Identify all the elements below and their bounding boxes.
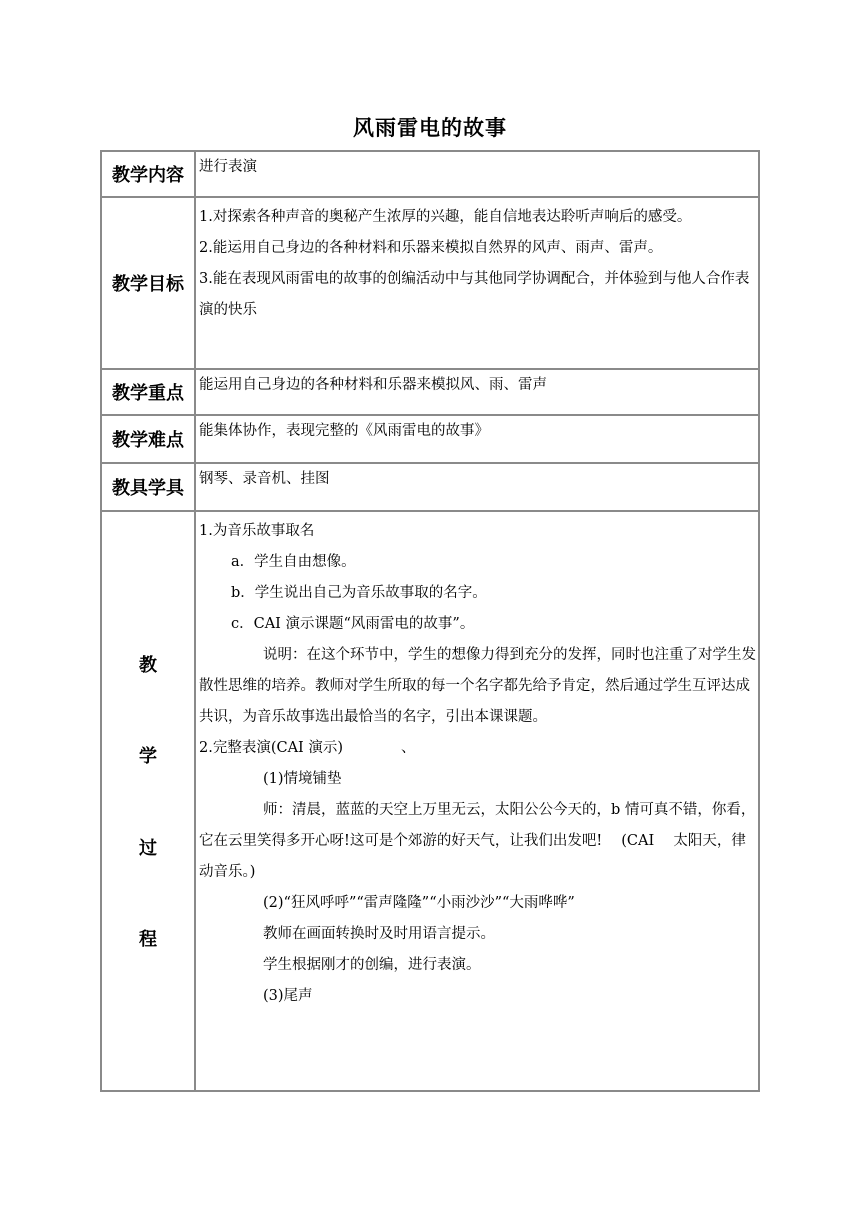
goal-line: 2.能运用自己身边的各种材料和乐器来模拟自然界的风声、雨声、雷声。	[199, 240, 663, 256]
row-value-tools: 钢琴、录音机、挂图	[195, 463, 759, 511]
row-value-goals	[195, 197, 759, 369]
goal-line: 1.对探索各种声音的奥秘产生浓厚的兴趣，能自信地表达聆听声响后的感受。	[199, 209, 692, 225]
process-cue: 教师在画面转换时及时用语言提示。	[263, 926, 495, 942]
row-value-process	[195, 511, 759, 1091]
row-value-content: 进行表演	[195, 151, 759, 197]
table-row	[101, 197, 759, 369]
table-row	[101, 369, 759, 415]
lesson-plan-table	[100, 150, 760, 1092]
table-row	[101, 151, 759, 197]
table-row	[101, 415, 759, 463]
process-sub-3: (3)尾声	[263, 988, 313, 1004]
row-label-goals: 教学目标	[101, 197, 195, 369]
table-row	[101, 463, 759, 511]
page-title: 风雨雷电的故事	[353, 116, 507, 140]
row-label-difficulty: 教学难点	[101, 415, 195, 463]
table-row	[101, 511, 759, 1091]
process-item-a: a．学生自由想像。	[231, 554, 356, 570]
process-teacher-line: 师：清晨，蓝蓝的天空上万里无云，太阳公公今天的，b 情可真不错，你看，它在云里笑得多开心呀!这可是个郊游的好天气，让我们出发吧! (CAI 太阳天，律动音乐。)	[199, 802, 756, 880]
row-label-tools: 教具学具	[101, 463, 195, 511]
goal-line: 3.能在表现风雨雷电的故事的创编活动中与其他同学协调配合，并体验到与他人合作表演的快乐	[199, 271, 750, 318]
process-label-char: 教	[139, 655, 157, 676]
row-label-key: 教学重点	[101, 369, 195, 415]
row-label-process	[101, 511, 195, 1091]
process-sub-2: (2)“狂风呼呼”“雷声隆隆”“小雨沙沙”“大雨哗哗”	[263, 895, 575, 911]
process-label-char: 学	[139, 746, 157, 768]
row-value-key: 能运用自己身边的各种材料和乐器来模拟风、雨、雷声	[195, 369, 759, 415]
process-note: 说明：在这个环节中，学生的想像力得到充分的发挥，同时也注重了对学生发散性思维的培养。教师对学生所取的每一个名字都先给予肯定，然后通过学生互评达成共识，为音乐故事选出最恰当的名字，引出本课课题。	[199, 647, 756, 725]
process-perform: 学生根据刚才的创编，进行表演。	[263, 957, 481, 973]
row-value-difficulty: 能集体协作，表现完整的《风雨雷电的故事》	[195, 415, 759, 463]
process-label-char: 程	[139, 928, 157, 950]
process-sub-1: (1)情境铺垫	[263, 771, 342, 787]
process-label-char: 过	[139, 837, 157, 859]
process-item-c: c．CAI 演示课题“风雨雷电的故事”。	[231, 616, 475, 632]
process-item-b: b．学生说出自己为音乐故事取的名字。	[231, 585, 487, 601]
process-step-2: 2.完整表演(CAI 演示) 、	[199, 740, 416, 756]
process-step-1: 1.为音乐故事取名	[199, 523, 315, 539]
row-label-content: 教学内容	[101, 151, 195, 197]
